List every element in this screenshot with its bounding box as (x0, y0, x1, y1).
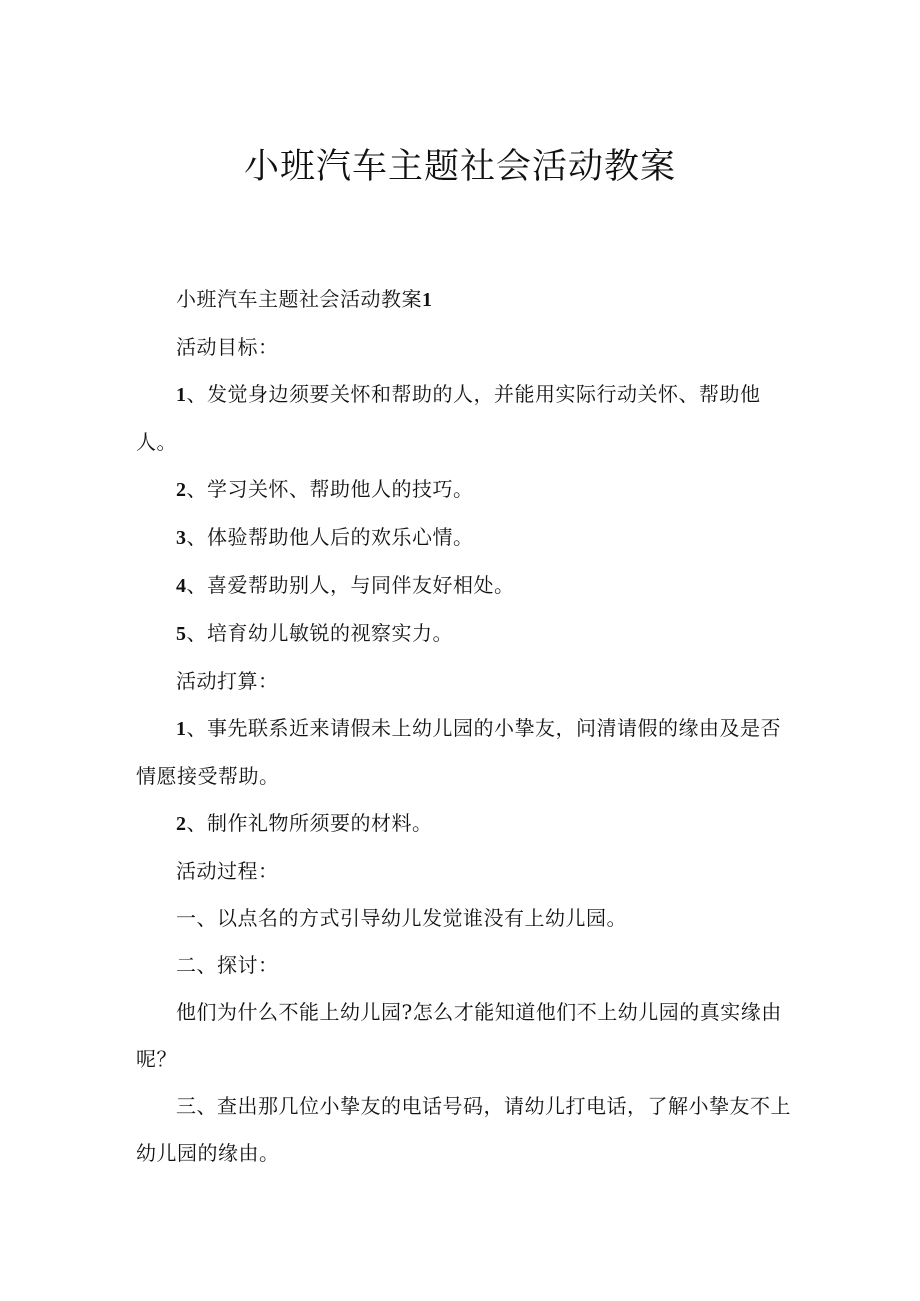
document-title: 小班汽车主题社会活动教案 (243, 147, 676, 187)
process-step: 二、探讨： (176, 953, 279, 977)
process-heading: 活动过程： (176, 859, 279, 883)
goal-item (136, 610, 796, 658)
goal-number: 2 (176, 479, 187, 501)
goal-number: 1 (176, 384, 187, 406)
goal-text: 、发觉身边须要关怀和帮助的人，并能用实际行动关怀、帮助他人。 (136, 382, 761, 454)
section-heading-text: 小班汽车主题社会活动教案 (176, 287, 422, 311)
goal-item (136, 466, 796, 514)
goal-item (136, 514, 796, 562)
goal-number: 5 (176, 623, 187, 645)
goal-text: 、培育幼儿敏锐的视察实力。 (186, 621, 453, 645)
goal-text: 、学习关怀、帮助他人的技巧。 (186, 477, 474, 501)
prep-number: 1 (176, 718, 187, 740)
section-number: 1 (422, 289, 433, 311)
section-heading (136, 276, 796, 324)
process-step: 他们为什么不能上幼儿园?怎么才能知道他们不上幼儿园的真实缘由呢？ (136, 1000, 782, 1071)
process-step: 一、以点名的方式引导幼儿发觉谁没有上幼儿园。 (176, 906, 627, 930)
prep-item (136, 800, 796, 848)
goal-item (136, 562, 796, 610)
prep-number: 2 (176, 813, 187, 835)
goal-number: 4 (176, 575, 187, 597)
goal-number: 3 (176, 527, 187, 549)
goal-text: 、喜爱帮助别人，与同伴友好相处。 (186, 573, 515, 597)
goal-text: 、体验帮助他人后的欢乐心情。 (186, 525, 474, 549)
process-step: 三、查出那几位小挚友的电话号码，请幼儿打电话，了解小挚友不上幼儿园的缘由。 (136, 1094, 791, 1165)
goals-heading: 活动目标： (176, 335, 279, 359)
prep-text: 、制作礼物所须要的材料。 (186, 811, 433, 835)
prep-heading: 活动打算： (176, 669, 279, 693)
prep-text: 、事先联系近来请假未上幼儿园的小挚友，问清请假的缘由及是否情愿接受帮助。 (136, 716, 781, 788)
goal-item (136, 371, 796, 466)
prep-item (136, 705, 796, 800)
document-body (136, 276, 796, 1177)
